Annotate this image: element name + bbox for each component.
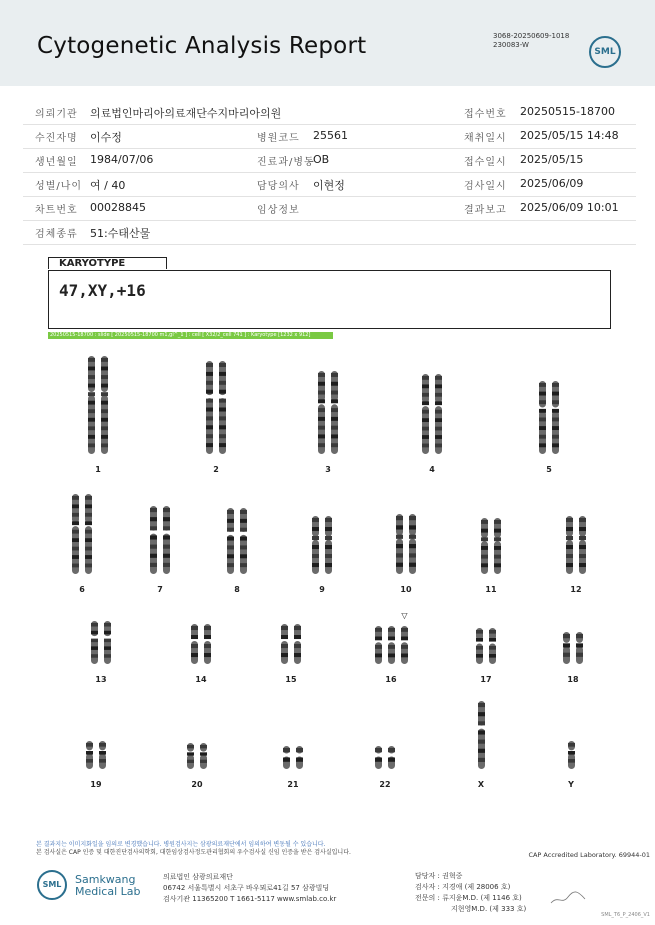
chromosome-1	[100, 355, 109, 455]
chromosome-15	[293, 623, 302, 665]
chromosome-13	[90, 620, 99, 665]
chromosome-18	[562, 631, 571, 665]
chromosome-4	[421, 373, 430, 455]
chromosome-7	[149, 505, 158, 575]
addr-line1: 의료법인 삼광의료재단	[163, 873, 233, 881]
chromosome-10	[395, 513, 404, 575]
dob-label: 생년월일	[35, 157, 78, 168]
dept-label: 진료과/병동	[257, 157, 315, 168]
report-title: Cytogenetic Analysis Report	[37, 33, 367, 59]
specimen-label: 검체종류	[35, 229, 78, 240]
info-row	[23, 196, 636, 221]
dob-value: 1984/07/06	[90, 153, 154, 166]
chromosome-5	[551, 380, 560, 455]
form-number: SML_T6_P_2406_V1	[601, 912, 650, 918]
chromosome-9	[324, 515, 333, 575]
chromosome-6	[84, 493, 93, 575]
chromosome-22	[387, 745, 396, 770]
chromosome-16	[387, 625, 396, 665]
chromosome-17	[475, 627, 484, 665]
chromosome-label-22: 22	[379, 780, 391, 789]
lab-name-line1: Samkwang	[75, 873, 136, 886]
collection-label: 채취일시	[464, 133, 507, 144]
chromosome-label-11: 11	[485, 585, 497, 594]
chromosome-label-Y: Y	[568, 780, 574, 789]
patient-label: 수진자명	[35, 133, 78, 144]
disclaimer-line1: 본 결과지는 이미지화일을 임의로 변경했습니다. 병원검사지는 삼광의료재단에서 임의하여 변동될 수 있습니다.	[36, 841, 326, 848]
chromosome-label-21: 21	[287, 780, 299, 789]
report-label: 결과보고	[464, 205, 507, 216]
hospital-code-value: 25561	[313, 129, 348, 142]
institution-value: 의료법인마리아의료재단수지마리아의원	[90, 107, 282, 120]
chromosome-16	[400, 625, 409, 665]
info-row	[23, 172, 636, 197]
chromosome-13	[103, 620, 112, 665]
chromosome-20	[186, 742, 195, 770]
lab-name	[75, 874, 141, 898]
chromosome-9	[311, 515, 320, 575]
chromosome-label-17: 17	[480, 675, 492, 684]
received-label: 접수일시	[464, 157, 507, 168]
chromosome-3	[330, 370, 339, 455]
chromosome-17	[488, 627, 497, 665]
chromosome-X	[477, 700, 486, 770]
chromosome-label-15: 15	[285, 675, 297, 684]
chromosome-15	[280, 623, 289, 665]
doctor-value: 이현정	[313, 179, 345, 192]
karyogram-caption: 20250515-18700 : slide [ 20250515-18700 m1,gl^_1 ] : cell [ X32/2_cell 741 ] : Karyotype [1232 x 912]	[48, 332, 333, 339]
signature-icon	[548, 881, 588, 909]
chromosome-18	[575, 631, 584, 665]
chromosome-2	[205, 360, 214, 455]
sexage-label: 성별/나이	[35, 181, 83, 192]
karyotype-result: 47,XY,+16	[59, 281, 146, 300]
doc-id-line2: 230083-W	[493, 41, 529, 49]
chromosome-21	[282, 745, 291, 770]
receipt-no-value: 20250515-18700	[520, 105, 615, 118]
chromosome-11	[493, 517, 502, 575]
addr-line3: 검사기관 11365200 T 1661-5117 www.smlab.co.kr	[163, 895, 337, 903]
collection-value: 2025/05/15 14:48	[520, 129, 619, 142]
hospital-code-label: 병원코드	[257, 133, 300, 144]
sml-logo-icon	[589, 36, 621, 68]
chromosome-16	[374, 625, 383, 665]
lab-name-line2: Medical Lab	[75, 885, 141, 898]
info-row	[23, 148, 636, 173]
chromosome-7	[162, 505, 171, 575]
chromosome-label-8: 8	[234, 585, 240, 594]
chromosome-6	[71, 493, 80, 575]
clinical-label: 임상정보	[257, 205, 300, 216]
chromosome-label-4: 4	[429, 465, 435, 474]
patient-value: 이수정	[90, 131, 122, 144]
chromosome-Y	[567, 740, 576, 770]
chromosome-label-19: 19	[90, 780, 102, 789]
chromosome-12	[565, 515, 574, 575]
chromosome-label-2: 2	[213, 465, 219, 474]
chromosome-label-16: 16	[385, 675, 397, 684]
received-value: 2025/05/15	[520, 153, 584, 166]
chromosome-label-12: 12	[570, 585, 582, 594]
lab-address	[163, 872, 336, 905]
chromosome-label-6: 6	[79, 585, 85, 594]
karyogram	[40, 340, 620, 800]
chromosome-4	[434, 373, 443, 455]
institution-label: 의뢰기관	[35, 109, 78, 120]
addr-line2: 06742 서울특별시 서초구 바우뫼로41길 57 삼광빌딩	[163, 884, 330, 892]
info-row	[23, 220, 636, 245]
dept-value: OB	[313, 153, 330, 166]
logo-text: SML	[594, 47, 616, 57]
chromosome-label-7: 7	[157, 585, 163, 594]
cap-accreditation: CAP Accredited Laboratory. 69944-01	[528, 851, 650, 859]
karyotype-tab: KARYOTYPE	[48, 257, 167, 269]
report-value: 2025/06/09 10:01	[520, 201, 619, 214]
staff-line3: 전문의 : 류지윤M.D. (제 1146 호)	[415, 894, 522, 902]
doc-id-line1: 3068-20250609-1018	[493, 32, 570, 40]
report-header	[0, 0, 655, 86]
karyotype-box	[48, 270, 611, 329]
specimen-value: 51:수태산물	[90, 227, 151, 240]
chromosome-20	[199, 742, 208, 770]
chromosome-label-10: 10	[400, 585, 412, 594]
chromosome-19	[98, 740, 107, 770]
sml-footer-logo-icon	[37, 870, 67, 900]
exam-label: 검사일시	[464, 181, 507, 192]
chromosome-label-1: 1	[95, 465, 101, 474]
chromosome-10	[408, 513, 417, 575]
chromosome-label-13: 13	[95, 675, 107, 684]
receipt-no-label: 접수번호	[464, 109, 507, 120]
chromosome-label-X: X	[477, 780, 485, 789]
disclaimer	[36, 841, 351, 857]
info-row	[23, 124, 636, 149]
staff-line2: 검사자 : 지경애 (제 28006 호)	[415, 883, 511, 891]
staff-line1: 담당자 : 권혁중	[415, 872, 463, 880]
chromosome-label-18: 18	[567, 675, 579, 684]
chromosome-8	[226, 507, 235, 575]
sexage-value: 여 / 40	[90, 179, 126, 192]
chromosome-11	[480, 517, 489, 575]
chromosome-5	[538, 380, 547, 455]
chromosome-label-14: 14	[195, 675, 207, 684]
info-row	[23, 100, 636, 125]
document-id	[493, 32, 569, 50]
staff-line4: 지현영M.D. (제 333 호)	[451, 905, 527, 913]
chromosome-19	[85, 740, 94, 770]
chromosome-14	[203, 623, 212, 665]
doctor-label: 담당의사	[257, 181, 300, 192]
chromosome-label-9: 9	[319, 585, 325, 594]
staff-list	[415, 871, 526, 915]
chromosome-14	[190, 623, 199, 665]
chromosome-3	[317, 370, 326, 455]
footer-logo-text: SML	[42, 880, 62, 889]
chromosome-label-3: 3	[325, 465, 331, 474]
disclaimer-line2: 본 검사실은 CAP 인증 및 대한진단검사의학회, 대한임상검사정도관리협회의 우수검사실 신임 인증을 받은 검사실입니다.	[36, 849, 351, 856]
chromosome-label-20: 20	[191, 780, 203, 789]
chart-no-label: 차트번호	[35, 205, 78, 216]
chromosome-8	[239, 507, 248, 575]
chromosome-2	[218, 360, 227, 455]
exam-value: 2025/06/09	[520, 177, 584, 190]
chromosome-12	[578, 515, 587, 575]
chromosome-label-5: 5	[546, 465, 552, 474]
chromosome-1	[87, 355, 96, 455]
trisomy-marker-icon: ▽	[401, 611, 408, 620]
chart-no-value: 00028845	[90, 201, 146, 214]
chromosome-21	[295, 745, 304, 770]
chromosome-22	[374, 745, 383, 770]
